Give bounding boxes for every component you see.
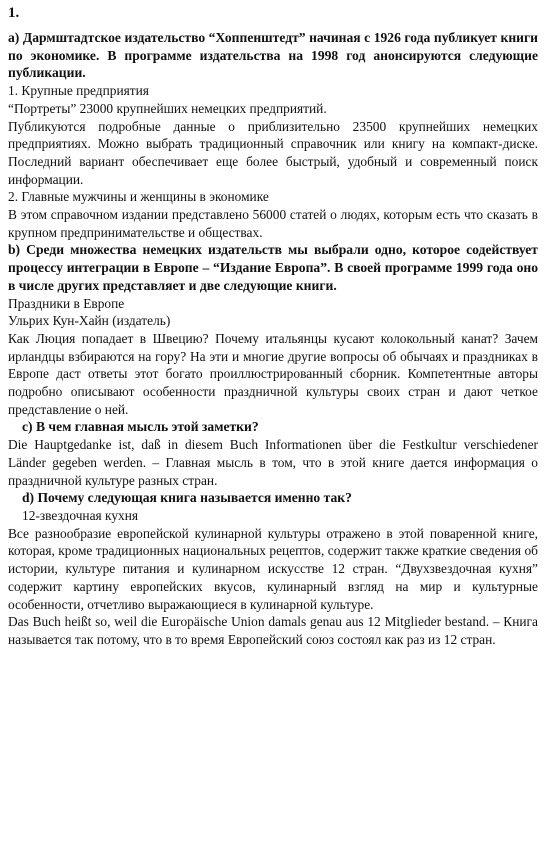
heading-large-companies: 1. Крупные предприятия xyxy=(8,83,149,99)
question-d: d) Почему следующая книга называется именно так? xyxy=(22,490,352,506)
question-a: a) Дармштадтское издательство “Хоппенштедт” начиная с 1926 года публикует книги по экономике. В программе издательства на 1998 год анонсируются следующие публикации. xyxy=(8,30,538,81)
paragraph-portraits-description: Публикуются подробные данные о приблизительно 23500 крупнейших немецких предприятиях. Можно выбрать традиционный справочник или книгу на компакт-диске. Последний вариант обеспечивает еще более быстрый, удобный и современный поиск информации. xyxy=(8,118,538,187)
answer-c: Die Hauptgedanke ist, daß in diesem Buch Informationen über die Festkultur verschiedener Länder gegeben werden. – Главная мысль в том, что в этой книге дается информация о праздничной культуре разных стран. xyxy=(8,437,538,488)
question-b: b) Среди множества немецких издательств мы выбрали одно, которое содействует процессу интеграции в Европе – “Издание Европа”. В своей программе 1999 года оно в числе других представляет и две следующие книги. xyxy=(8,242,538,293)
book-title-holidays-in-europe: Праздники в Европе xyxy=(8,295,125,311)
book-title-portraits: “Портреты” 23000 крупнейших немецких предприятий. xyxy=(8,100,327,116)
book-title-12-star-cuisine: 12-звездочная кухня xyxy=(22,507,139,523)
paragraph-reference-edition: В этом справочном издании представлено 56000 статей о людях, которым есть что сказать в крупном предпринимательстве и обществах. xyxy=(8,207,538,240)
answer-d: Das Buch heißt so, weil die Europäische Union damals genau aus 12 Mitglieder bestand. – Книга называется так потому, что в то время Европейский союз состоял как раз из 12 стран. xyxy=(8,614,538,647)
exercise-number: 1. xyxy=(8,5,20,21)
paragraph-holidays-description: Как Люция попадает в Швецию? Почему итальянцы кусают колокольный канат? Зачем ирландцы взбираются на гору? На эти и многие другие вопросы об обычаях и праздниках в Европе даст ответы этот богато проиллюстрированный сборник. Компетентные авторы подробно описывают особенности праздничной культуры своих стран и дают четкое представление о ней. xyxy=(8,330,538,417)
paragraph-cuisine-description: Все разнообразие европейской кулинарной культуры отражено в этой поваренной книге, которая, кроме традиционных национальных рецептов, содержит также краткие сведения об истории, культуре питания и кулинарном искусстве 12 стран. “Двухзвездочная кухня” содержит картину европейских вкусов, кулинарный взгляд на мир и культурные особенности, отчетливо выражающиеся в кулинарной культуре. xyxy=(8,525,538,612)
heading-main-people: 2. Главные мужчины и женщины в экономике xyxy=(8,189,269,205)
question-c: c) В чем главная мысль этой заметки? xyxy=(22,419,259,435)
book-editor: Ульрих Кун-Хайн (издатель) xyxy=(8,313,171,329)
document-page xyxy=(8,5,538,649)
